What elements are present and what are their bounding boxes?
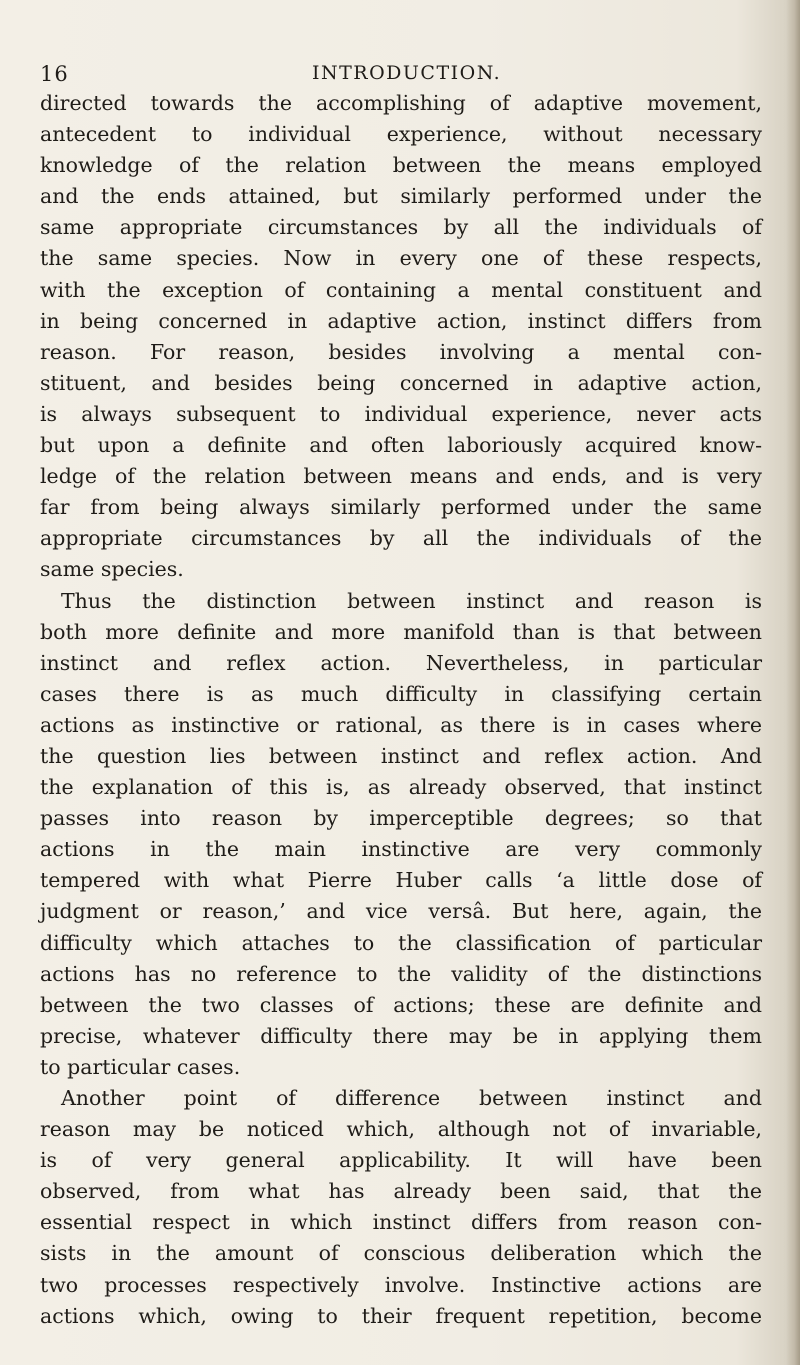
- text-line: sists in the amount of conscious deliberation which the: [40, 1241, 762, 1266]
- text-line: antecedent to individual experience, without necessary: [40, 122, 762, 147]
- page-edge-shadow: [786, 0, 800, 1365]
- running-head: INTRODUCTION.: [312, 62, 502, 84]
- text-line: actions has no reference to the validity of the distinctions: [40, 961, 762, 986]
- text-line: reason may be noticed which, although not of invariable,: [40, 1117, 762, 1142]
- text-line: two processes respectively involve. Instinctive actions are: [40, 1272, 762, 1297]
- text-line: essential respect in which instinct differs from reason con-: [40, 1210, 762, 1235]
- text-line: precise, whatever difficulty there may be in applying them: [40, 1023, 762, 1048]
- text-line: actions in the main instinctive are very commonly: [40, 837, 762, 862]
- text-line: far from being always similarly performed under the same: [40, 495, 762, 520]
- text-line: directed towards the accomplishing of adaptive movement,: [40, 91, 762, 115]
- text-line: passes into reason by imperceptible degrees; so that: [40, 806, 762, 831]
- text-line: tempered with what Pierre Huber calls ‘a little dose of: [40, 868, 762, 893]
- text-line: the question lies between instinct and reflex action. And: [40, 743, 762, 768]
- text-line: and the ends attained, but similarly performed under the: [40, 184, 762, 209]
- text-line: both more definite and more manifold than is that between: [40, 619, 762, 644]
- text-line: in being concerned in adaptive action, instinct differs from: [40, 308, 762, 333]
- text-line: cases there is as much difficulty in classifying certain: [40, 681, 762, 706]
- text-line: appropriate circumstances by all the individuals of the: [40, 526, 762, 551]
- text-line: to particular cases.: [40, 1054, 241, 1079]
- text-line: with the exception of containing a mental constituent and: [40, 277, 762, 302]
- text-line: same appropriate circumstances by all the individuals of: [40, 215, 762, 240]
- text-line: actions which, owing to their frequent repetition, become: [40, 1303, 762, 1328]
- text-line: Another point of difference between instinct and: [61, 1086, 762, 1110]
- text-line: the same species. Now in every one of these respects,: [40, 246, 762, 271]
- text-line: is always subsequent to individual experience, never acts: [40, 401, 762, 426]
- page-number: 16: [40, 62, 69, 86]
- text-line: observed, from what has already been said, that the: [40, 1179, 762, 1204]
- text-line: actions as instinctive or rational, as there is in cases where: [40, 712, 762, 737]
- text-line: stituent, and besides being concerned in adaptive action,: [40, 370, 762, 395]
- text-line: reason. For reason, besides involving a mental con-: [40, 339, 762, 364]
- body-text: [40, 88, 762, 1332]
- text-line: instinct and reflex action. Nevertheless, in particular: [40, 650, 762, 675]
- text-line: is of very general applicability. It will have been: [40, 1148, 762, 1173]
- text-line: but upon a definite and often laboriously acquired know-: [40, 433, 762, 458]
- text-line: knowledge of the relation between the means employed: [40, 153, 762, 178]
- text-line: between the two classes of actions; these are definite and: [40, 992, 762, 1017]
- text-line: the explanation of this is, as already observed, that instinct: [40, 775, 762, 800]
- text-line: ledge of the relation between means and ends, and is very: [40, 464, 762, 489]
- text-line: Thus the distinction between instinct and reason is: [61, 588, 762, 613]
- text-line: same species.: [40, 557, 184, 582]
- text-line: judgment or reason,’ and vice versâ. But here, again, the: [40, 899, 762, 924]
- text-line: difficulty which attaches to the classification of particular: [40, 930, 762, 955]
